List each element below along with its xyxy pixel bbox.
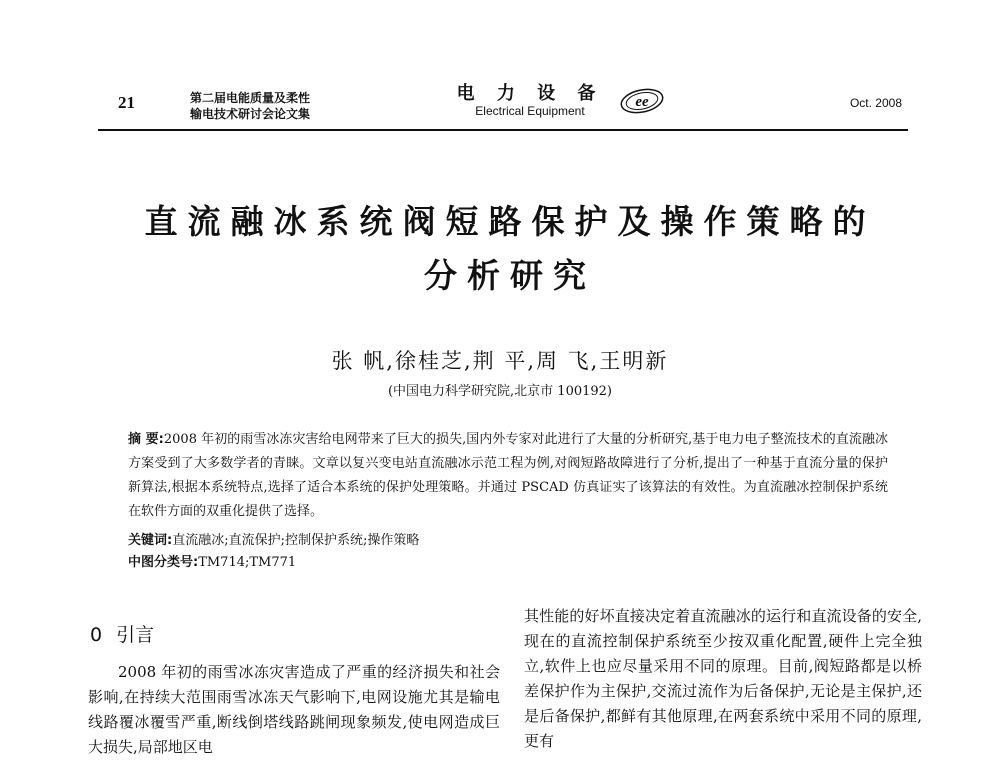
conference-name: [190, 90, 310, 122]
journal-name-cn: 电 力 设 备: [456, 83, 604, 104]
issue-date: Oct. 2008: [849, 96, 902, 110]
section-heading: [90, 620, 154, 647]
page-number: 21: [118, 93, 135, 112]
journal-name-en: Electrical Equipment: [475, 104, 585, 118]
abstract-text: 2008 年初的雨雪冰冻灾害给电网带来了巨大的损失,国内外专家对此进行了大量的分析研究,基于电力电子整流技术的直流融冰方案受到了大多数学者的青睐。文章以复兴变电站直流融冰示范工程为例,对阀短路故障进行了分析,提出了一种基于直流分量的保护新算法,根据本系统特点,选择了适合本系统的保护处理策略。并通过 PSCAD 仿真证实了该算法的有效性。为直流融冰控制保护系统在软件方面的双重化提供了选择。: [128, 432, 888, 519]
classification-label: 中图分类号:: [128, 555, 199, 570]
keywords-label: 关键词:: [128, 533, 173, 548]
keywords-text: 直流融冰;直流保护;控制保护系统;操作策略: [172, 533, 420, 548]
body-left-column: 2008 年初的雨雪冰冻灾害造成了严重的经济损失和社会影响,在持续大范围雨雪冰冻天气影响下,电网设施尤其是输电线路覆冰覆雪严重,断线倒塔线路跳闸现象频发,使电网造成巨大损失,局部地区电: [88, 663, 500, 756]
paper-title-line-2: 分析研究: [424, 256, 596, 295]
logo-text: ee: [635, 94, 649, 110]
section-title: 引言: [116, 624, 155, 646]
journal-name: [455, 84, 605, 118]
paper-title-line-1: 直流融冰系统阀短路保护及操作策略的: [144, 202, 876, 241]
section-number: 0: [90, 624, 103, 646]
page-header: [0, 0, 1000, 135]
author-list: 张 帆,徐桂芝,荆 平,周 飞,王明新: [331, 349, 669, 373]
classification-number: [128, 553, 888, 573]
abstract: [128, 428, 888, 524]
conference-line-1: 第二届电能质量及柔性: [190, 91, 311, 105]
header-rule: [98, 129, 908, 131]
body-right-column: 其性能的好坏直接决定着直流融冰的运行和直流设备的安全,现在的直流控制保护系统至少按双重化配置,硬件上完全独立,软件上也应尽量采用不同的原理。目前,阀短路都是以桥差保护作为主保护,交流过流作为后备保护,无论是主保护,还是后备保护,都鲜有其他原理,在两套系统中采用不同的原理,更有: [524, 607, 922, 750]
journal-logo-icon: [618, 86, 666, 120]
conference-line-2: 输电技术研讨会论文集: [190, 107, 311, 121]
affiliation: (中国电力科学研究院,北京市 100192): [387, 384, 613, 399]
keywords: [128, 531, 888, 551]
classification-text: TM714;TM771: [198, 555, 297, 570]
abstract-label: 摘 要:: [128, 432, 164, 447]
